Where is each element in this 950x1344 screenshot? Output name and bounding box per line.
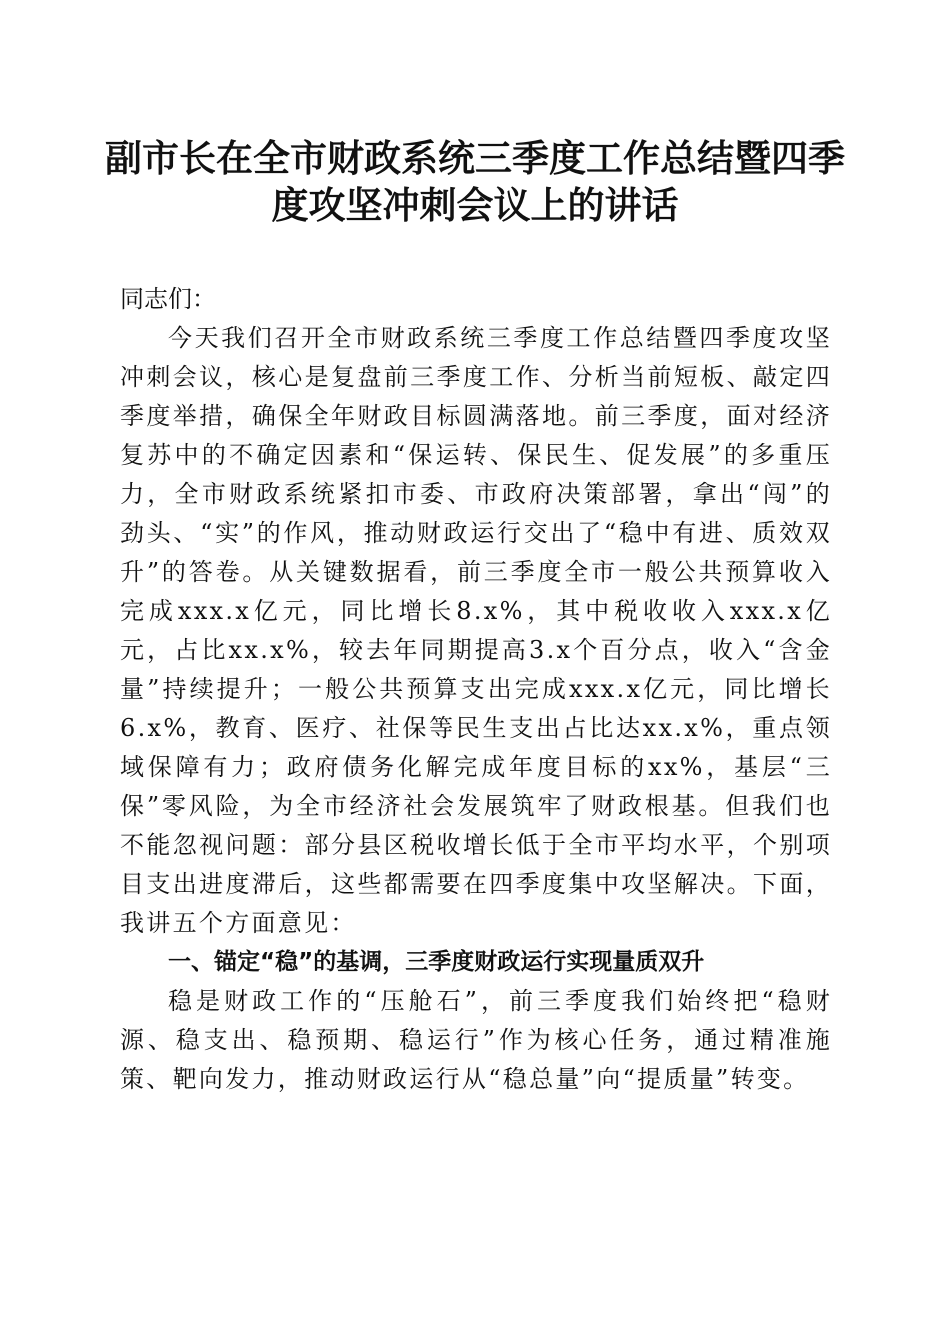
document-body (120, 280, 832, 1099)
title-line-1: 副市长在全市财政系统三季度工作总结暨四季 (105, 136, 845, 180)
section-heading-1: 一、锚定“稳”的基调，三季度财政运行实现量质双升 (168, 949, 705, 975)
paragraph-intro: 今天我们召开全市财政系统三季度工作总结暨四季度攻坚冲刺会议，核心是复盘前三季度工作、分析当前短板、敲定四季度举措，确保全年财政目标圆满落地。前三季度，面对经济复苏中的不确定因素和“保运转、保民生、促发展”的多重压力，全市财政系统紧扣市委、市政府决策部署，拿出“闯”的劲头、“实”的作风，推动财政运行交出了“稳中有进、质效双升”的答卷。从关键数据看，前三季度全市一般公共预算收入完成xxx.x亿元，同比增长8.x%，其中税收收入xxx.x亿元，占比xx.x%，较去年同期提高3.x个百分点，收入“含金量”持续提升；一般公共预算支出完成xxx.x亿元，同比增长6.x%，教育、医疗、社保等民生支出占比达xx.x%，重点领域保障有力；政府债务化解完成年度目标的xx%，基层“三保”零风险，为全市经济社会发展筑牢了财政根基。但我们也不能忽视问题：部分县区税收增长低于全市平均水平，个别项目支出进度滞后，这些都需要在四季度集中攻坚解决。下面，我讲五个方面意见： (120, 324, 832, 937)
title-line-2: 度攻坚冲刺会议上的讲话 (271, 183, 679, 227)
salutation: 同志们： (120, 285, 216, 313)
paragraph-section-1: 稳是财政工作的“压舱石”，前三季度我们始终把“稳财源、稳支出、稳预期、稳运行”作为核心任务，通过精准施策、靶向发力，推动财政运行从“稳总量”向“提质量”转变。 (120, 987, 832, 1093)
document-title (100, 135, 850, 229)
